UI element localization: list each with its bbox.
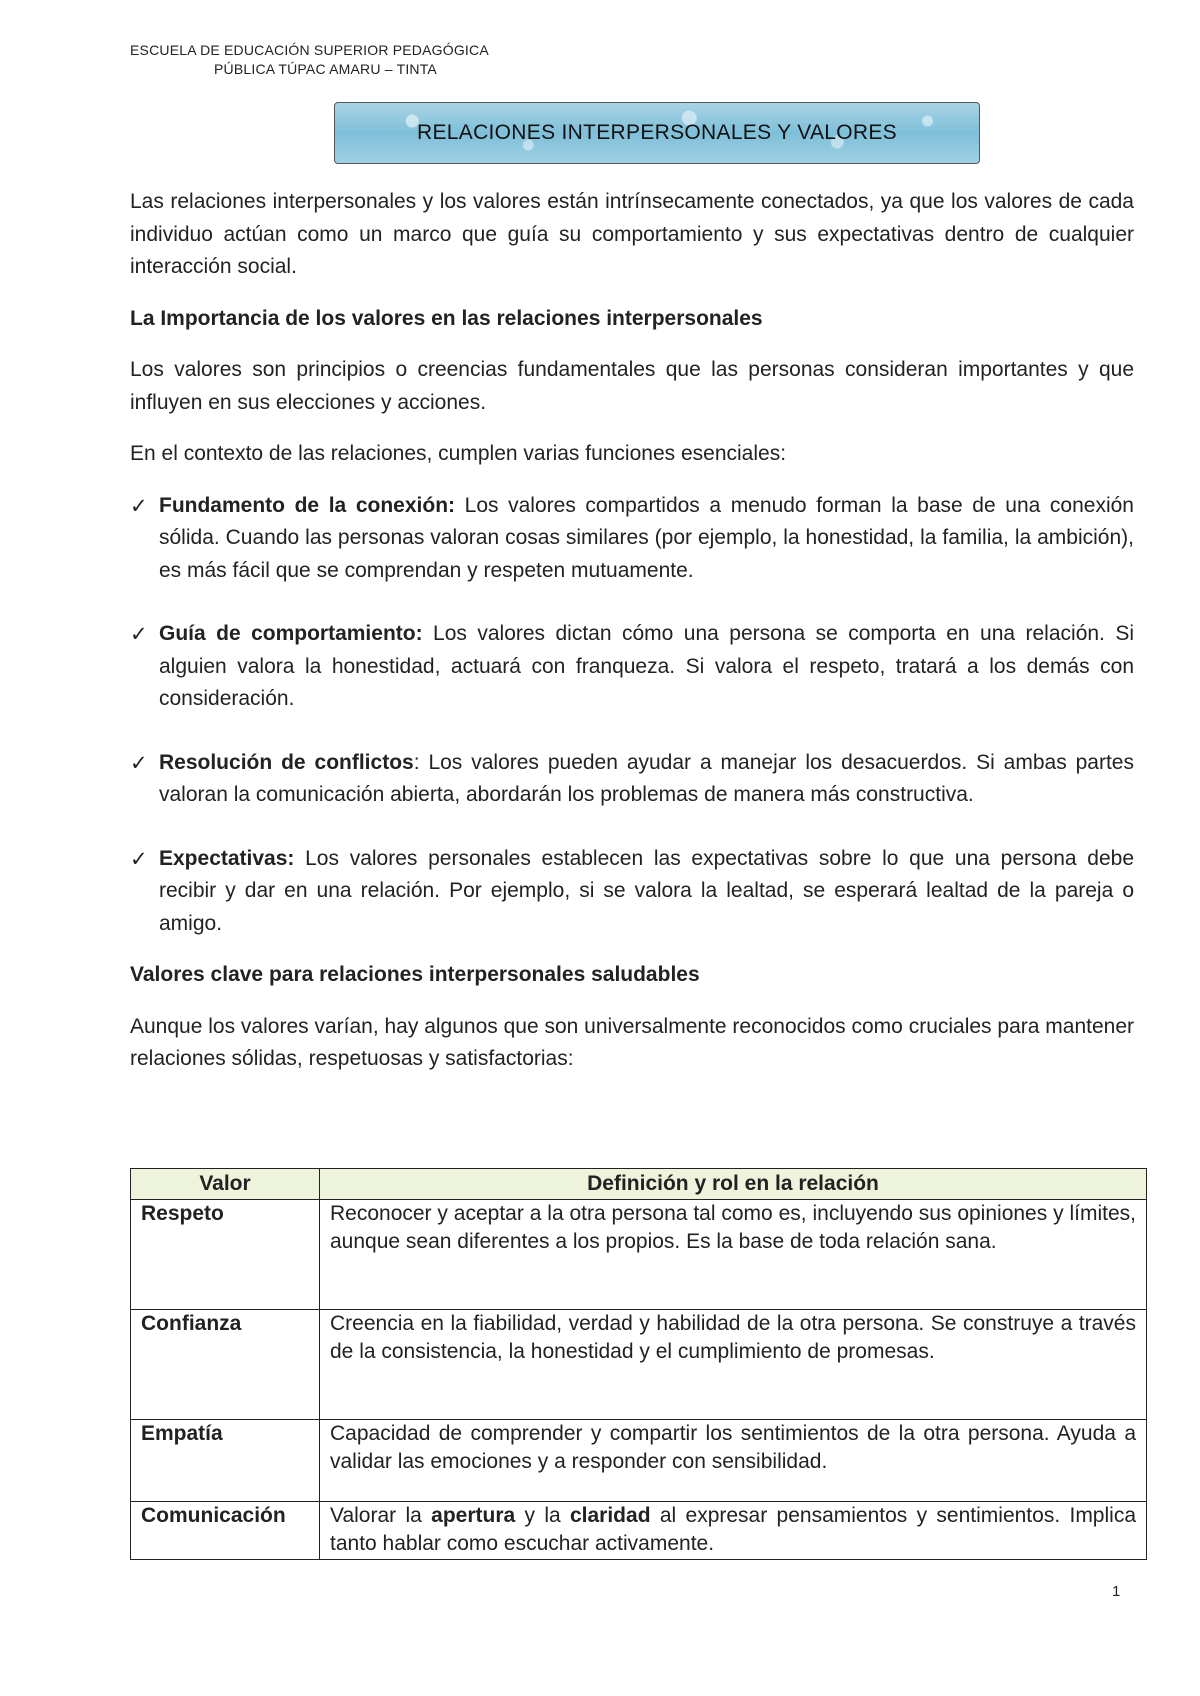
list-item (130, 490, 1134, 588)
list-item-term: Resolución de conflictos (159, 750, 414, 774)
list-item-text: Los valores compartidos a menudo forman la base de una conexión sólida. Cuando las personas valoran cosas similares (por ejemplo, la honestidad, la familia, la ambición), es más fácil que se comprendan y respeten mutuamente. (159, 493, 1134, 582)
document-header (130, 42, 570, 77)
values-table (130, 1168, 1147, 1560)
definition-bold-term: apertura (431, 1504, 516, 1527)
values-definition-paragraph: Los valores son principios o creencias fundamentales que las personas consideran importantes y que influyen en sus elecciones y acciones. (130, 358, 1134, 414)
column-header-definicion: Definición y rol en la relación (320, 1169, 1147, 1200)
section-heading-key-values: Valores clave para relaciones interpersonales saludables (130, 963, 700, 986)
table-cell-valor: Respeto (131, 1200, 320, 1310)
checkmark-icon: ✓ (130, 846, 148, 871)
table-cell-definicion: Capacidad de comprender y compartir los sentimientos de la otra persona. Ayuda a validar las emociones y a responder con sensibilidad. (320, 1420, 1147, 1502)
list-item (130, 618, 1134, 716)
document-body (130, 186, 1134, 1095)
key-values-paragraph: Aunque los valores varían, hay algunos que son universalmente reconocidos como cruciales para mantener relaciones sólidas, respetuosas y satisfactorias: (130, 1014, 1134, 1070)
list-item (130, 747, 1134, 812)
list-item-text: Los valores dictan cómo una persona se comporta en una relación. Si alguien valora la honestidad, actuará con franqueza. Si valora el respeto, tratará a los demás con consideración. (159, 622, 1135, 710)
table-cell-valor: Confianza (131, 1310, 320, 1420)
list-item-term: Fundamento de la conexión: (159, 493, 456, 517)
header-line-2: PÚBLICA TÚPAC AMARU – TINTA (214, 61, 437, 77)
table-row (131, 1310, 1147, 1420)
page-number: 1 (1112, 1583, 1121, 1600)
section-heading-importance: La Importancia de los valores en las relaciones interpersonales (130, 306, 763, 330)
table-cell-valor: Empatía (131, 1420, 320, 1502)
table-header-row (131, 1169, 1147, 1200)
table-row (131, 1200, 1147, 1310)
table-cell-valor: Comunicación (131, 1502, 320, 1560)
table-cell-definicion (320, 1502, 1147, 1560)
list-item-term: Guía de comportamiento: (159, 622, 423, 645)
table-row (131, 1502, 1147, 1560)
page-title: RELACIONES INTERPERSONALES Y VALORES (417, 121, 897, 144)
table-cell-definicion: Creencia en la fiabilidad, verdad y habilidad de la otra persona. Se construye a través de la consistencia, la honestidad y el cumplimiento de promesas. (320, 1310, 1147, 1420)
table-row (131, 1420, 1147, 1502)
definition-bold-term: claridad (569, 1504, 651, 1527)
intro-paragraph: Las relaciones interpersonales y los valores están intrínsecamente conectados, ya que los valores de cada individuo actúan como un marco que guía su comportamiento y sus expectativas dentro de cualquier interacción social. (130, 190, 1134, 278)
list-item-text: : Los valores pueden ayudar a manejar los desacuerdos. Si ambas partes valoran la comunicación abierta, abordarán los problemas de manera más constructiva. (159, 750, 1134, 806)
list-item (130, 843, 1134, 941)
checkmark-icon: ✓ (130, 750, 148, 775)
functions-intro-paragraph: En el contexto de las relaciones, cumplen varias funciones esenciales: (130, 442, 787, 465)
list-item-term: Expectativas: (159, 846, 295, 870)
definition-text: Valorar la (330, 1504, 432, 1527)
checkmark-icon: ✓ (130, 493, 148, 518)
title-banner (334, 102, 980, 164)
list-item-text: Los valores personales establecen las expectativas sobre lo que una persona debe recibir y dar en una relación. Por ejemplo, si se valora la lealtad, se esperará lealtad de la pareja o amigo. (159, 846, 1134, 935)
definition-text: al expresar pensamientos y sentimientos. Implica tanto hablar como escuchar activamente. (330, 1504, 1136, 1555)
column-header-valor: Valor (131, 1169, 320, 1200)
checkmark-icon: ✓ (130, 622, 148, 646)
header-line-1: ESCUELA DE EDUCACIÓN SUPERIOR PEDAGÓGICA (130, 42, 489, 58)
functions-list (130, 490, 1134, 941)
definition-text: y la (515, 1504, 570, 1527)
table-cell-definicion: Reconocer y aceptar a la otra persona tal como es, incluyendo sus opiniones y límites, aunque sean diferentes a los propios. Es la base de toda relación sana. (320, 1200, 1147, 1310)
